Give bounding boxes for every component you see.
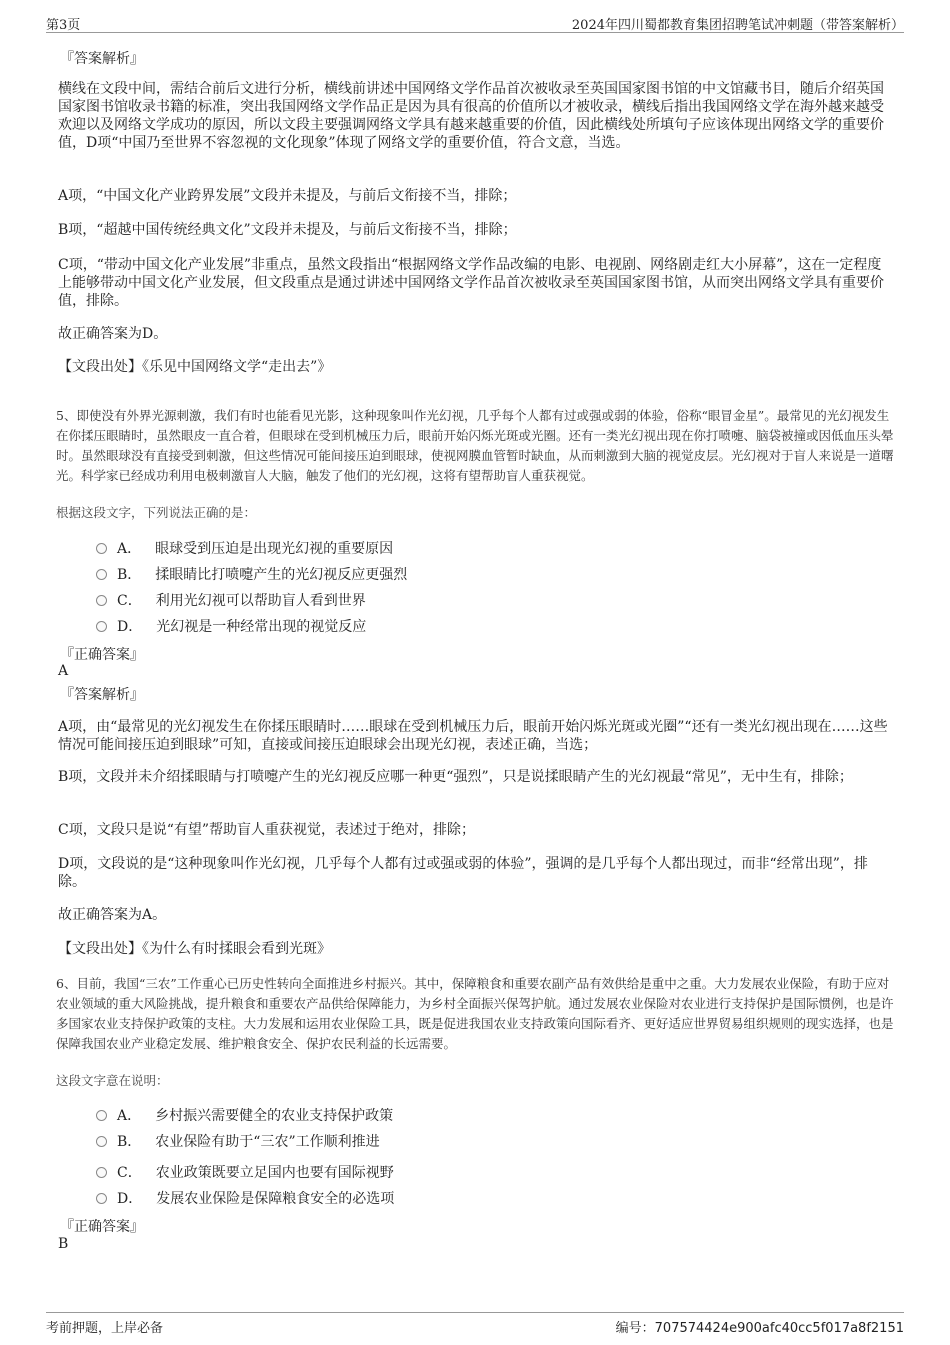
- option-d[interactable]: D． 发展农业保险是保障粮食安全的必选项: [96, 1188, 394, 1208]
- correct-answer-tag: 『正确答案』: [60, 647, 144, 663]
- analysis-option-b: B项，文段并未介绍揉眼睛与打喷嚏产生的光幻视反应哪一种更“强烈”，只是说揉眼睛产生的光幻视最“常见”，无中生有，排除；: [58, 769, 853, 785]
- option-d[interactable]: D． 光幻视是一种经常出现的视觉反应: [96, 616, 366, 636]
- analysis-paragraph: 横线在文段中间，需结合前后文进行分析，横线前讲述中国网络文学作品首次被收录至英国国家图书馆的中文馆藏书目，随后介绍英国国家图书馆收录书籍的标准，突出我国网络文学作品正是因为具有很高的价值所以才被收录，横线后指出我国网络文学在海外越来越受欢迎以及网络文学成功的原因，所以文段主要强调网络文学具有越来越重要的价值，因此横线处所填句子应该体现出网络文学的重要价值，D项“中国乃至世界不容忽视的文化现象”体现了网络文学的重要价值，符合文意，当选。: [58, 81, 884, 151]
- radio-button[interactable]: [96, 621, 107, 632]
- option-b[interactable]: B． 农业保险有助于“三农”工作顺利推进: [96, 1131, 380, 1151]
- radio-button[interactable]: [96, 595, 107, 606]
- page-footer: [46, 1312, 904, 1337]
- radio-button[interactable]: [96, 1110, 107, 1121]
- option-a[interactable]: A． 乡村振兴需要健全的农业支持保护政策: [96, 1105, 393, 1125]
- option-c[interactable]: C． 利用光幻视可以帮助盲人看到世界: [96, 590, 366, 610]
- analysis-option-c: C项，文段只是说“有望”帮助盲人重获视觉，表述过于绝对，排除；: [58, 822, 476, 838]
- option-a[interactable]: A． 眼球受到压迫是出现光幻视的重要原因: [96, 538, 393, 558]
- question-6-prompt: 这段文字意在说明：: [56, 1073, 169, 1088]
- document-code: 编号：707574424e900afc40cc5f017a8f2151: [615, 1321, 904, 1336]
- analysis-option-a: A项，“中国文化产业跨界发展”文段并未提及，与前后文衔接不当，排除；: [58, 188, 517, 204]
- analysis-option-d: D项，文段说的是“这种现象叫作光幻视，几乎每个人都有过或强或弱的体验”，强调的是几乎每个人都出现过，而非“经常出现”，排除。: [58, 856, 868, 890]
- correct-answer-value: A: [58, 663, 69, 679]
- answer-conclusion: 故正确答案为A。: [58, 907, 167, 923]
- radio-button[interactable]: [96, 543, 107, 554]
- analysis-tag: 『答案解析』: [60, 687, 144, 703]
- radio-button[interactable]: [96, 1167, 107, 1178]
- page-header: [46, 10, 904, 33]
- question-5-stem: 5、即使没有外界光源刺激，我们有时也能看见光影，这种现象叫作光幻视，几乎每个人都有过或强或弱的体验，俗称“眼冒金星”。最常见的光幻视发生在你揉压眼睛时，虽然眼皮一直合着，但眼球在受到机械压力后，眼前开始闪烁光斑或光圈。还有一类光幻视出现在你打喷嚏、脑袋被撞或因低血压头晕时。虽然眼球没有直接受到刺激，但这些情况可能间接压迫到眼球，使视网膜血管暂时缺血，从而刺激到大脑的视觉皮层。光幻视对于盲人来说是一道曙光。科学家已经成功利用电极刺激盲人大脑，触发了他们的光幻视，这将有望帮助盲人重获视觉。: [56, 408, 894, 483]
- answer-conclusion: 故正确答案为D。: [58, 326, 168, 342]
- option-c[interactable]: C． 农业政策既要立足国内也要有国际视野: [96, 1162, 394, 1182]
- analysis-option-c: C项，“带动中国文化产业发展”非重点，虽然文段指出“根据网络文学作品改编的电影、电视剧、网络剧走红大小屏幕”，这在一定程度上能够带动中国文化产业发展，但文段重点是通过讲述中国网络文学作品首次被收录至英国国家图书馆，从而突出网络文学具有重要价值，排除。: [58, 257, 884, 309]
- passage-source: 【文段出处】《为什么有时揉眼会看到光斑》: [58, 941, 331, 957]
- footer-slogan: 考前押题，上岸必备: [46, 1321, 164, 1336]
- radio-button[interactable]: [96, 1193, 107, 1204]
- analysis-option-b: B项，“超越中国传统经典文化”文段并未提及，与前后文衔接不当，排除；: [58, 222, 517, 238]
- option-b[interactable]: B． 揉眼睛比打喷嚏产生的光幻视反应更强烈: [96, 564, 407, 584]
- passage-source: 【文段出处】《乐见中国网络文学“走出去”》: [58, 359, 332, 375]
- analysis-option-a: A项，由“最常见的光幻视发生在你揉压眼睛时……眼球在受到机械压力后，眼前开始闪烁光斑或光圈”“还有一类光幻视出现在……这些情况可能间接压迫到眼球”可知，直接或间接压迫眼球会出现光幻视，表述正确，当选；: [58, 719, 888, 753]
- question-5-prompt: 根据这段文字，下列说法正确的是：: [56, 505, 257, 520]
- analysis-tag: 『答案解析』: [60, 51, 144, 67]
- question-6-stem: 6、目前，我国“三农”工作重心已历史性转向全面推进乡村振兴。其中，保障粮食和重要农副产品有效供给是重中之重。大力发展农业保险，有助于应对农业领域的重大风险挑战，提升粮食和重要农产品供给保障能力，为乡村全面振兴保驾护航。通过发展农业保险对农业进行支持保护是国际惯例，也是许多国家农业支持保护政策的支柱。大力发展和运用农业保险工具，既是促进我国农业支持政策向国际看齐、更好适应世界贸易组织规则的现实选择，也是保障我国农业产业稳定发展、维护粮食安全、保护农民利益的长远需要。: [56, 976, 894, 1051]
- radio-button[interactable]: [96, 569, 107, 580]
- correct-answer-value: B: [58, 1236, 69, 1252]
- correct-answer-tag: 『正确答案』: [60, 1219, 144, 1235]
- radio-button[interactable]: [96, 1136, 107, 1147]
- page-number: 第3页: [46, 18, 81, 33]
- document-title: 2024年四川蜀都教育集团招聘笔试冲刺题（带答案解析）: [571, 18, 904, 33]
